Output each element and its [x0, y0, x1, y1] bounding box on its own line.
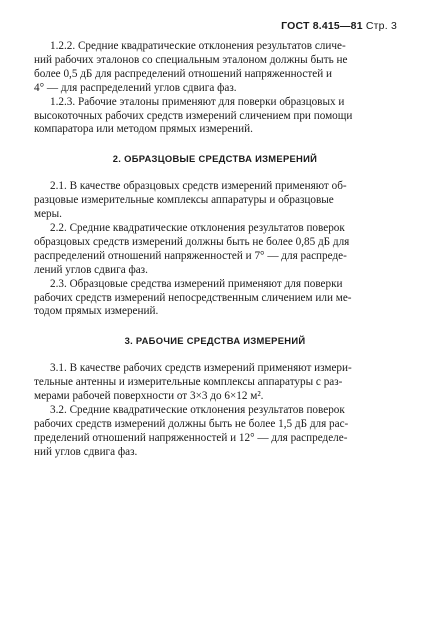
- section-2-heading: 2. ОБРАЗЦОВЫЕ СРЕДСТВА ИЗМЕРЕНИЙ: [112, 153, 318, 165]
- paragraph-3-1: 3.1. В качестве рабочих средств измерений применяют измери- тельные антенны и измерительные комплексы аппаратуры с раз- мерами рабочей поверхности от 3×3 до 6×12 м².: [34, 362, 352, 403]
- paragraph-2-1: 2.1. В качестве образцовых средств измерений применяют об- разцовые измерительные комплексы аппаратуры и образцовые меры.: [34, 180, 347, 221]
- paragraph-1-2-2: 1.2.2. Средние квадратические отклонения результатов сличе- ний рабочих эталонов со специальным эталоном должны быть не более 0,5 дБ для распределений отношений напряженностей и 4° — для распределений углов сдвига фаз.: [34, 40, 348, 94]
- section-3-heading: 3. РАБОЧИЕ СРЕДСТВА ИЗМЕРЕНИЙ: [124, 335, 306, 347]
- paragraph-1-2-3: 1.2.3. Рабочие эталоны применяют для поверки образцовых и высокоточных рабочих средств измерений сличением при помощи компаратора или методом прямых измерений.: [34, 95, 353, 136]
- page-header: [281, 20, 397, 32]
- document-body: [34, 40, 396, 460]
- paragraph-3-2: 3.2. Средние квадратические отклонения результатов поверок рабочих средств измерений должны быть не более 1,5 дБ для рас- пределений отношений напряженностей и 12° — для распределе- ний углов сдвига фаз.: [34, 403, 349, 458]
- standard-number: ГОСТ 8.415—81: [281, 20, 363, 32]
- paragraph-2-3: 2.3. Образцовые средства измерений применяют для поверки рабочих средств измерений непосредственным сличением или ме- тодом прямых измерений.: [34, 277, 352, 318]
- page-number: Стр. 3: [365, 20, 397, 32]
- paragraph-2-2: 2.2. Средние квадратические отклонения результатов поверок образцовых средств измерений должны быть не более 0,85 дБ для распределений отношений напряженностей и 7° — для распреде- лений углов сдвига фаз.: [34, 221, 350, 276]
